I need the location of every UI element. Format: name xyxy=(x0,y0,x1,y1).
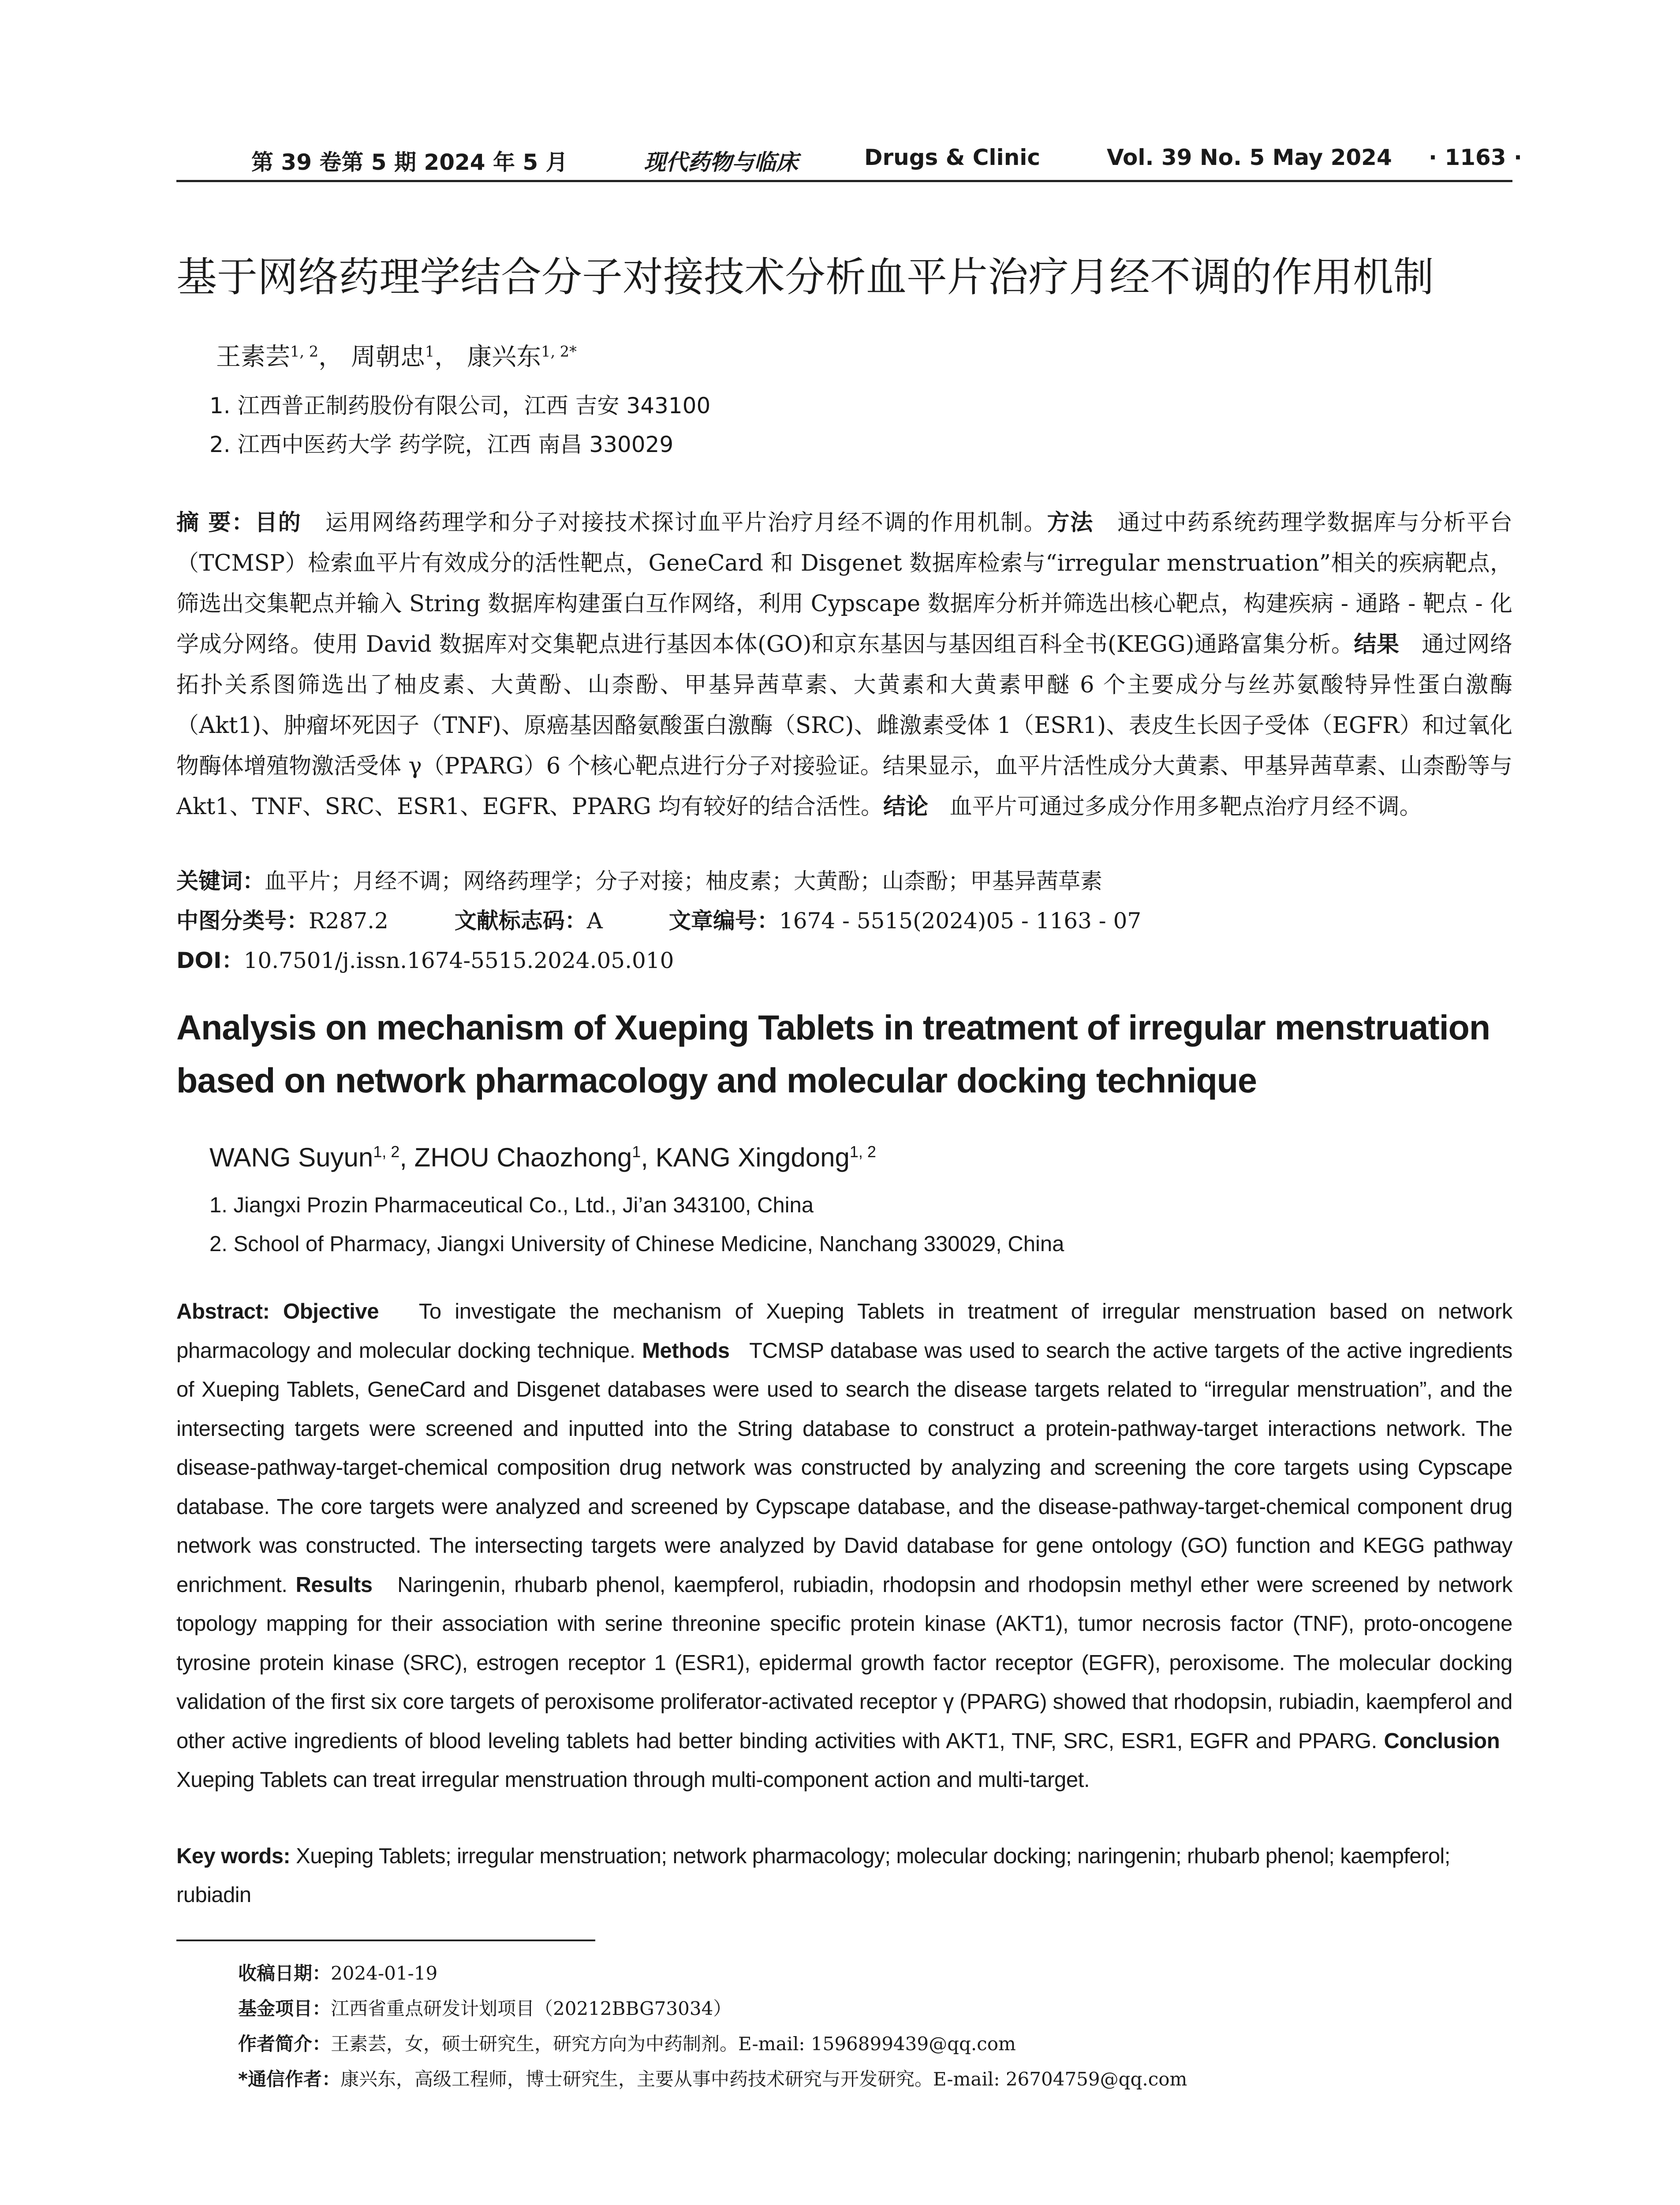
affiliation-cn: 2. 江西中医药大学 药学院，江西 南昌 330029 xyxy=(209,432,674,457)
affiliation-en: 1. Jiangxi Prozin Pharmaceutical Co., Ltd., Ji’an 343100, China xyxy=(209,1193,814,1217)
header-journal-cn: 现代药物与临床 xyxy=(644,149,798,175)
title-en: Analysis on mechanism of Xueping Tablets in treatment of irregular menstruation based on network pharmacology and molecular docking technique xyxy=(176,1008,1490,1100)
author-cn: 王素芸 xyxy=(216,343,290,371)
authors-en: WANG Suyun$^{1, 2}$, ZHOU Chaozhong$^1$, KANG Xingdong$^{1, 2}$ xyxy=(209,1143,876,1172)
running-header xyxy=(176,140,1522,182)
footnote-author-bio: 作者简介：王素芸，女，硕士研究生，研究方向为中药制剂。E-mail: 1596899439@qq.com xyxy=(238,2033,1016,2055)
abstract-cn: 摘 要：目的 运用网络药理学和分子对接技术探讨血平片治疗月经不调的作用机制。方法 通过中药系统药理学数据库与分析平台（TCMSP）检索血平片有效成分的活性靶点，GeneCard 和 Disgenet 数据库检索与“irregular menstruation”相关的疾病靶点，筛选出交集靶点并输入 String 数据库构建蛋白互作网络，利用 Cypscape 数据库分析并筛选出核心靶点，构建疾病 - 通路 - 靶点 - 化学成分网络。使用 David 数据库对交集靶点进行基因本体(GO)和京东基因与基因组百科全书(KEGG)通路富集分析。结果 通过网络拓扑关系图筛选出了柚皮素、大黄酚、山柰酚、甲基异茜草素、大黄素和大黄素甲醚 6 个主要成分与丝苏氨酸特异性蛋白激酶（Akt1)、肿瘤坏死因子（TNF)、原癌基因酪氨酸蛋白激酶（SRC)、雌激素受体 1（ESR1)、表皮生长因子受体（EGFR）和过氧化物酶体增殖物激活受体 γ（PPARG）6 个核心靶点进行分子对接验证。结果显示，血平片活性成分大黄素、甲基异茜草素、山柰酚等与 Akt1、TNF、SRC、ESR1、EGFR、PPARG 均有较好的结合活性。结论 血平片可通过多成分作用多靶点治疗月经不调。 xyxy=(176,510,1512,820)
doi: DOI：10.7501/j.issn.1674-5515.2024.05.010 xyxy=(176,948,674,973)
keywords-cn: 关键词：血平片；月经不调；网络药理学；分子对接；柚皮素；大黄酚；山柰酚；甲基异茜草素 xyxy=(176,868,1102,894)
footnote-received: 收稿日期：2024-01-19 xyxy=(238,1962,438,1984)
keywords-en: Key words: Xueping Tablets; irregular menstruation; network pharmacology; molecular docking; naringenin; rhubarb phenol; kaempferol; rubiadin xyxy=(176,1844,1450,1907)
author-cn: 周朝忠 xyxy=(351,343,425,371)
header-issue-cn: 第 39 卷第 5 期 2024 年 5 月 xyxy=(251,149,568,175)
affiliation-cn: 1. 江西普正制药股份有限公司，江西 吉安 343100 xyxy=(209,393,711,419)
affiliation-en: 2. School of Pharmacy, Jiangxi University of Chinese Medicine, Nanchang 330029, China xyxy=(209,1232,1064,1256)
footnote-corresponding: *通信作者：康兴东，高级工程师，博士研究生，主要从事中药技术研究与开发研究。E-mail: 26704759@qq.com xyxy=(238,2068,1187,2090)
title-cn: 基于网络药理学结合分子对接技术分析血平片治疗月经不调的作用机制 xyxy=(176,254,1434,301)
authors-cn: 王素芸$^{1, 2}$， 周朝忠$^1$， 康兴东$^{1, 2*}$ xyxy=(216,343,577,371)
footnote-divider xyxy=(176,1940,595,1941)
footnote-funding: 基金项目：江西省重点研发计划项目（20212BBG73034） xyxy=(238,1998,732,2019)
abstract-label: 摘 要： xyxy=(176,510,255,536)
header-page-number: · 1163 · xyxy=(1429,145,1522,170)
abstract-en: Abstract: Objective To investigate the mechanism of Xueping Tablets in treatment of irregular menstruation based on network pharmacology and molecular docking technique. Methods TCMSP database was used to search the active targets of the active ingredients of Xueping Tablets, GeneCard and Disgenet databases were used to search the disease targets related to “irregular menstruation”, and the intersecting targets were screened and inputted into the String database to construct a protein-pathway-target interactions network. The disease-pathway-target-chemical composition drug network was constructed by analyzing and screening the core targets using Cypscape database. The core targets were analyzed and screened by Cypscape database, and the disease-pathway-target-chemical component drug network was constructed. The intersecting targets were analyzed by David database for gene ontology (GO) function and KEGG pathway enrichment. Results Naringenin, rhubarb phenol, kaempferol, rubiadin, rhodopsin and rhodopsin methyl ether were screened by network topology mapping for their association with serine threonine specific protein kinase (AKT1), tumor necrosis factor (TNF), proto-oncogene tyrosine protein kinase (SRC), estrogen receptor 1 (ESR1), epidermal growth factor receptor (EGFR), peroxisome. The molecular docking validation of the first six core targets of peroxisome proliferator-activated receptor γ (PPARG) showed that rhodopsin, rubiadin, kaempferol and other active ingredients of blood leveling tablets had better binding activities with AKT1, TNF, SRC, ESR1, EGFR and PPARG. Conclusion Xueping Tablets can treat irregular menstruation through multi-component action and multi-target. xyxy=(176,1300,1512,1792)
header-journal-en: Drugs & Clinic xyxy=(864,145,1041,170)
header-issue-en: Vol. 39 No. 5 May 2024 xyxy=(1107,145,1392,170)
classification: 中图分类号：R287.2 文献标志码：A 文章编号：1674 - 5515(2024)05 - 1163 - 07 xyxy=(176,908,1142,934)
author-cn: 康兴东 xyxy=(467,343,541,371)
